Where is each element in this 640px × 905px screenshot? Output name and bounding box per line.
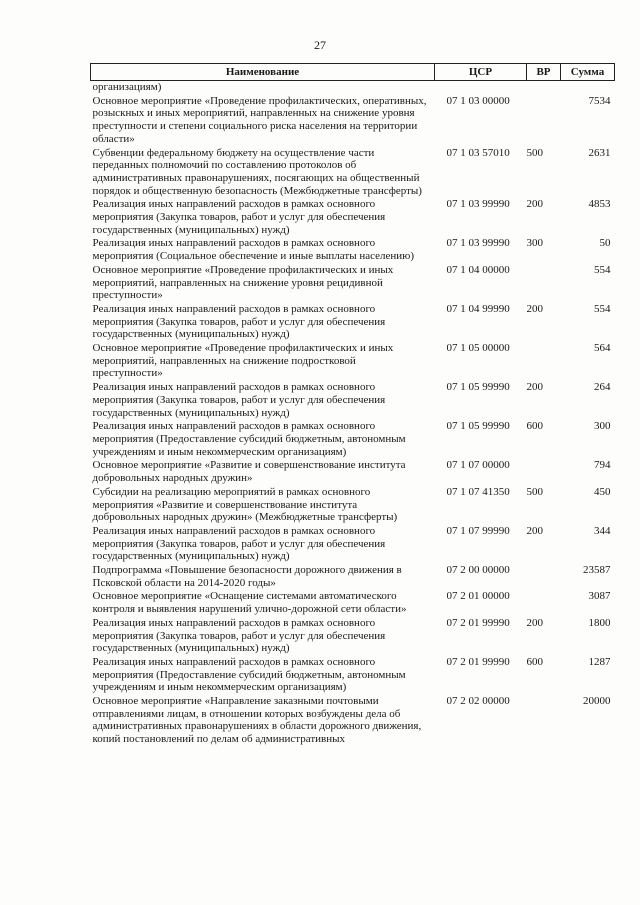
page-number: 27 [314,38,326,52]
row-name-cell: Реализация иных направлений расходов в рамках основного мероприятия (Закупка товаров, работ и услуг для обеспечения государственных (муниципальных) нужд) [92,381,386,419]
row-name-cell: Реализация иных направлений расходов в рамках основного мероприятия (Предоставление субсидий бюджетным, автономным учреждениям и иным некоммерческим организациям) [92,420,406,458]
row-name-cell: Реализация иных направлений расходов в рамках основного мероприятия (Закупка товаров, работ и услуг для обеспечения государственных (муниципальных) нужд) [92,616,386,655]
row-name-cell: Реализация иных направлений расходов в рамках основного мероприятия (Закупка товаров, работ и услуг для обеспечения государственных (муниципальных) нужд) [92,198,386,236]
row-sum-cell: 450 [594,485,611,498]
row-csr-cell: 07 1 05 00000 [446,342,510,355]
row-vr-cell [527,81,561,95]
row-vr-cell [527,264,561,303]
row-csr-cell [435,81,527,95]
row-sum-cell: 264 [594,381,611,394]
table-row [91,420,615,459]
table-row [91,381,615,420]
row-csr-cell: 07 1 07 99990 [446,524,510,537]
row-sum-cell: 7534 [588,94,611,107]
row-vr-cell [527,459,561,485]
row-sum-cell: 344 [594,524,611,537]
table-row [91,147,615,199]
row-csr-cell: 07 1 07 41350 [446,485,510,498]
row-vr-cell: 200 [526,302,543,315]
column-header-name: Наименование [91,64,435,81]
row-vr-cell: 500 [526,485,543,498]
table-row [91,81,615,95]
row-csr-cell: 07 1 03 57010 [446,146,510,159]
row-name-cell: Основное мероприятие «Проведение профилактических, оперативных, розыскных и иных мероприятий, направленных на снижение уровня преступности и степени социального риска населения на территории области» [92,94,427,145]
row-sum-cell: 554 [594,302,611,315]
row-name-cell: Основное мероприятие «Оснащение системами автоматического контроля и выявления нарушений улично-дорожной сети области» [92,590,407,616]
table-row [91,303,615,342]
table-row [91,486,615,525]
row-vr-cell: 200 [526,198,543,211]
row-sum-cell [561,81,615,95]
table-row [91,264,615,303]
row-csr-cell: 07 1 03 99990 [446,237,510,250]
row-vr-cell [527,342,561,381]
table-row [91,95,615,147]
row-name-cell: Основное мероприятие «Проведение профилактических и иных мероприятий, направленных на снижение уровня рецидивной преступности» [92,263,394,302]
table-row [91,695,615,747]
row-name-cell: Подпрограмма «Повышение безопасности дорожного движения в Псковской области на 2014-2020 годы» [92,564,402,589]
table-row [91,564,615,590]
column-header-csr: ЦСР [435,64,527,81]
row-vr-cell [527,95,561,147]
row-vr-cell: 600 [526,655,543,668]
row-vr-cell [527,564,561,590]
row-sum-cell: 4853 [588,198,611,211]
row-csr-cell: 07 1 04 00000 [446,263,510,276]
row-vr-cell: 200 [526,524,543,537]
row-sum-cell: 794 [594,459,611,472]
row-sum-cell: 300 [594,420,611,433]
row-vr-cell [527,695,561,747]
row-name-cell: Реализация иных направлений расходов в рамках основного мероприятия (Закупка товаров, работ и услуг для обеспечения государственных (муниципальных) нужд) [92,524,386,563]
table-row [91,617,615,656]
row-name-cell: организациям) [92,81,162,93]
row-name-cell: Субвенции федеральному бюджету на осуществление части переданных полномочий по составлению протоколов об административных правонарушениях, посягающих на общественный порядок и общественную безопасность (Межбюджетные трансферты) [92,146,422,197]
row-sum-cell: 23587 [583,564,611,577]
row-csr-cell: 07 2 01 00000 [446,590,510,603]
row-csr-cell: 07 2 01 99990 [446,616,510,629]
row-csr-cell: 07 1 07 00000 [446,459,510,472]
row-csr-cell: 07 1 05 99990 [446,381,510,394]
row-csr-cell: 07 1 04 99990 [446,302,510,315]
row-sum-cell: 564 [594,342,611,355]
row-sum-cell: 554 [594,263,611,276]
column-header-vr: ВР [527,64,561,81]
table-row [91,342,615,381]
row-vr-cell [527,590,561,616]
row-sum-cell: 1287 [588,655,611,668]
row-name-cell: Реализация иных направлений расходов в рамках основного мероприятия (Закупка товаров, работ и услуг для обеспечения государственных (муниципальных) нужд) [92,302,386,341]
row-vr-cell: 200 [526,616,543,629]
row-name-cell: Основное мероприятие «Развитие и совершенствование института добровольных народных дружин» [92,459,406,485]
row-name-cell: Реализация иных направлений расходов в рамках основного мероприятия (Предоставление субсидий бюджетным, автономным учреждениям и иным некоммерческим организациям) [92,655,406,694]
table-row [91,525,615,564]
row-csr-cell: 07 1 03 00000 [446,94,510,107]
row-csr-cell: 07 2 02 00000 [446,695,510,708]
table-row [91,459,615,485]
budget-table [90,63,615,747]
row-name-cell: Основное мероприятие «Направление заказными почтовыми отправлениями лицам, в отношении которых возбуждены дела об административных правонарушениях в области дорожного движения, копий постановлений по делам об административных [92,695,422,746]
row-sum-cell: 3087 [588,590,611,603]
row-csr-cell: 07 1 05 99990 [446,420,510,433]
row-vr-cell: 600 [526,420,543,433]
row-sum-cell: 2631 [588,146,611,159]
table-header [91,64,615,81]
row-name-cell: Субсидии на реализацию мероприятий в рамках основного мероприятия «Развитие и совершенствование института добровольных народных дружин» (Межбюджетные трансферты) [92,485,398,524]
row-csr-cell: 07 2 00 00000 [446,564,510,577]
table-row [91,198,615,237]
row-vr-cell: 200 [526,381,543,394]
row-vr-cell: 500 [526,146,543,159]
row-name-cell: Основное мероприятие «Проведение профилактических и иных мероприятий, направленных на снижение подростковой преступности» [92,342,394,380]
row-sum-cell: 20000 [583,695,611,708]
table-row [91,237,615,263]
row-vr-cell: 300 [526,237,543,250]
row-csr-cell: 07 2 01 99990 [446,655,510,668]
table-row [91,656,615,695]
row-name-cell: Реализация иных направлений расходов в рамках основного мероприятия (Социальное обеспечение и иные выплаты населению) [92,237,415,263]
table-body [91,81,615,747]
table-row [91,590,615,616]
row-sum-cell: 1800 [588,616,611,629]
row-csr-cell: 07 1 03 99990 [446,198,510,211]
row-sum-cell: 50 [599,237,611,250]
column-header-sum: Сумма [561,64,615,81]
